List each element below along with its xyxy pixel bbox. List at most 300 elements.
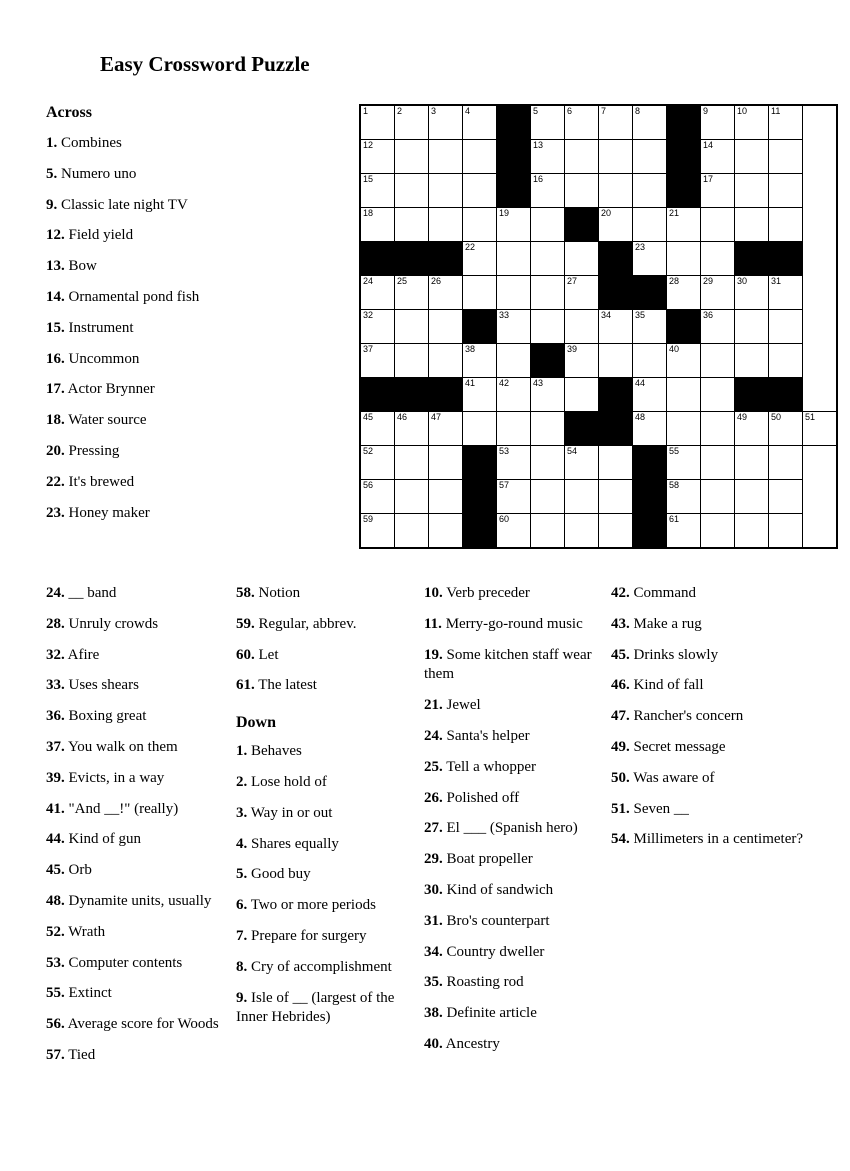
clue-number: 5. [236, 866, 248, 883]
grid-cell[interactable] [599, 480, 633, 514]
clue-text: Jewel [442, 697, 481, 714]
grid-cell[interactable] [429, 344, 463, 378]
grid-cell[interactable] [463, 174, 497, 208]
clue-text: Uses shears [64, 677, 139, 694]
grid-cell[interactable] [531, 174, 565, 208]
clue-item [236, 865, 416, 885]
grid-cell[interactable] [429, 174, 463, 208]
grid-cell[interactable] [497, 446, 531, 480]
grid-cell-number: 30 [737, 276, 748, 286]
grid-cell[interactable] [633, 105, 667, 140]
grid-cell[interactable] [360, 310, 395, 344]
grid-cell[interactable] [463, 276, 497, 310]
clue-text: Computer contents [64, 954, 183, 971]
clue-text: Definite article [442, 1005, 537, 1022]
clue-number: 31. [424, 912, 443, 929]
clue-text: Orb [64, 862, 92, 879]
grid-cell[interactable] [395, 208, 429, 242]
grid-cell[interactable] [769, 310, 803, 344]
grid-cell[interactable] [360, 446, 395, 480]
clue-item [236, 773, 416, 793]
grid-cell[interactable] [701, 412, 735, 446]
clue-number: 4. [236, 835, 248, 852]
grid-cell[interactable] [531, 276, 565, 310]
grid-cell[interactable] [599, 446, 633, 480]
clue-item [236, 584, 416, 604]
grid-cell[interactable] [531, 105, 565, 140]
clue-text: Instrument [64, 319, 134, 336]
crossword-grid[interactable] [359, 104, 838, 549]
clue-item [46, 923, 231, 943]
grid-cell[interactable] [599, 514, 633, 549]
grid-cell[interactable] [360, 480, 395, 514]
grid-cell-number: 5 [533, 106, 539, 116]
grid-cell[interactable] [701, 242, 735, 276]
grid-cell[interactable] [531, 208, 565, 242]
clue-item [611, 769, 811, 789]
grid-cell[interactable] [463, 208, 497, 242]
down-clue-list-3 [611, 584, 811, 850]
grid-cell-number: 7 [601, 106, 607, 116]
clue-text: Ornamental pond fish [64, 288, 200, 305]
grid-cell-number: 13 [533, 140, 544, 150]
clue-number: 1. [46, 135, 58, 151]
grid-cell-number: 58 [669, 480, 680, 490]
down-clue-list-1 [236, 742, 416, 1028]
grid-cell-number: 51 [805, 412, 816, 422]
grid-cell-number: 3 [431, 106, 437, 116]
grid-cell[interactable] [429, 514, 463, 549]
clue-item [424, 943, 609, 963]
clue-number: 57. [46, 1046, 65, 1063]
clue-text: Command [629, 585, 696, 601]
clue-number: 39. [46, 769, 65, 786]
clue-number: 6. [236, 897, 248, 914]
grid-cell[interactable] [769, 105, 803, 140]
grid-row [360, 446, 837, 480]
clue-number: 51. [611, 800, 630, 817]
grid-cell[interactable] [735, 344, 769, 378]
grid-cell[interactable] [599, 140, 633, 174]
grid-cell[interactable] [565, 344, 599, 378]
grid-cell[interactable] [769, 208, 803, 242]
grid-cell[interactable] [497, 412, 531, 446]
across-clue-column [46, 104, 336, 534]
grid-cell[interactable] [769, 412, 803, 446]
grid-cell[interactable] [769, 174, 803, 208]
crossword-grid-container[interactable] [359, 104, 838, 549]
grid-cell[interactable] [599, 174, 633, 208]
clue-number: 1. [236, 743, 248, 760]
clue-number: 41. [46, 800, 65, 817]
grid-cell-block [565, 412, 599, 446]
grid-cell[interactable] [395, 105, 429, 140]
grid-cell-number: 27 [567, 276, 578, 286]
clue-item [611, 615, 811, 635]
grid-cell[interactable] [531, 514, 565, 549]
clue-number: 7. [236, 927, 248, 944]
grid-cell[interactable] [565, 378, 599, 412]
grid-cell[interactable] [701, 310, 735, 344]
clue-item [611, 646, 811, 666]
clue-number: 21. [424, 697, 443, 714]
grid-cell[interactable] [395, 174, 429, 208]
page-title: Easy Crossword Puzzle [100, 52, 310, 76]
grid-cell[interactable] [735, 208, 769, 242]
clue-item [611, 830, 811, 850]
grid-cell-number: 29 [703, 276, 714, 286]
grid-cell-number: 44 [635, 378, 646, 388]
grid-cell[interactable] [599, 310, 633, 344]
clue-text: Make a rug [629, 615, 702, 632]
grid-cell[interactable] [497, 514, 531, 549]
grid-cell[interactable] [633, 140, 667, 174]
grid-cell[interactable] [463, 344, 497, 378]
grid-cell[interactable] [463, 412, 497, 446]
clue-item [46, 165, 336, 185]
clue-text: Two or more periods [247, 897, 376, 914]
clue-text: Uncommon [64, 350, 140, 367]
grid-cell-number: 25 [397, 276, 408, 286]
clue-item [46, 676, 231, 696]
grid-cell[interactable] [701, 446, 735, 480]
grid-cell-block [497, 105, 531, 140]
grid-cell[interactable] [531, 242, 565, 276]
grid-cell-number: 31 [771, 276, 782, 286]
grid-cell-number: 40 [669, 344, 680, 354]
grid-cell-number: 59 [363, 514, 374, 524]
grid-cell[interactable] [360, 276, 395, 310]
grid-cell[interactable] [395, 446, 429, 480]
grid-cell[interactable] [360, 105, 395, 140]
grid-cell[interactable] [429, 276, 463, 310]
clue-item [46, 830, 231, 850]
clue-text: Wrath [64, 923, 106, 940]
grid-cell[interactable] [735, 514, 769, 549]
clue-item [46, 257, 336, 277]
grid-cell-block [497, 174, 531, 208]
grid-cell-number: 9 [703, 106, 709, 116]
grid-cell[interactable] [395, 140, 429, 174]
grid-cell[interactable] [667, 446, 701, 480]
grid-cell-block [429, 378, 463, 412]
clue-text: It's brewed [64, 473, 135, 490]
clue-text: Isle of __ (largest of the Inner Hebrides) [236, 989, 395, 1026]
clue-text: Bow [64, 258, 97, 275]
clue-text: Afire [64, 646, 100, 663]
grid-cell-number: 22 [465, 242, 476, 252]
clue-text: Some kitchen staff wear them [424, 646, 592, 683]
grid-cell[interactable] [769, 344, 803, 378]
clue-text: Numero uno [57, 165, 137, 182]
grid-cell-number: 1 [363, 106, 369, 116]
grid-cell[interactable] [735, 105, 769, 140]
grid-cell[interactable] [701, 344, 735, 378]
grid-cell-block [667, 140, 701, 174]
grid-cell[interactable] [531, 140, 565, 174]
clue-number: 54. [611, 831, 630, 848]
clue-text: Country dweller [442, 943, 545, 960]
grid-cell-block [667, 105, 701, 140]
grid-cell[interactable] [565, 242, 599, 276]
grid-cell[interactable] [599, 105, 633, 140]
grid-cell[interactable] [463, 105, 497, 140]
grid-cell[interactable] [360, 514, 395, 549]
grid-cell[interactable] [497, 208, 531, 242]
grid-cell[interactable] [667, 344, 701, 378]
grid-cell[interactable] [565, 310, 599, 344]
grid-cell[interactable] [429, 208, 463, 242]
grid-row [360, 378, 837, 412]
grid-cell[interactable] [497, 378, 531, 412]
grid-cell[interactable] [735, 412, 769, 446]
grid-cell[interactable] [667, 514, 701, 549]
grid-cell[interactable] [633, 242, 667, 276]
clue-number: 24. [424, 727, 443, 744]
clue-item [236, 835, 416, 855]
grid-cell[interactable] [735, 310, 769, 344]
clue-text: Cry of accomplishment [247, 958, 392, 975]
grid-cell[interactable] [497, 242, 531, 276]
clue-item [424, 973, 609, 993]
grid-cell[interactable] [395, 514, 429, 549]
grid-cell[interactable] [667, 242, 701, 276]
clue-number: 2. [236, 773, 248, 790]
grid-cell[interactable] [735, 174, 769, 208]
grid-cell[interactable] [633, 174, 667, 208]
grid-cell[interactable] [769, 480, 803, 514]
grid-cell-number: 32 [363, 310, 374, 320]
clue-item [46, 504, 336, 524]
clue-text: The latest [254, 677, 317, 694]
grid-cell[interactable] [667, 208, 701, 242]
clue-number: 55. [46, 985, 65, 1002]
grid-cell-number: 15 [363, 174, 374, 184]
grid-cell[interactable] [701, 105, 735, 140]
grid-cell[interactable] [633, 208, 667, 242]
grid-cell[interactable] [429, 446, 463, 480]
grid-cell[interactable] [497, 310, 531, 344]
clue-number: 14. [46, 288, 65, 305]
clue-number: 49. [611, 738, 630, 755]
grid-cell[interactable] [735, 446, 769, 480]
grid-cell[interactable] [701, 140, 735, 174]
grid-cell[interactable] [769, 514, 803, 549]
clue-item [46, 707, 231, 727]
grid-cell[interactable] [463, 242, 497, 276]
grid-cell[interactable] [701, 276, 735, 310]
grid-row [360, 105, 837, 140]
clue-number: 12. [46, 227, 65, 244]
clue-number: 30. [424, 881, 443, 898]
clue-text: Shares equally [247, 835, 339, 852]
grid-cell[interactable] [599, 208, 633, 242]
grid-cell[interactable] [463, 378, 497, 412]
grid-cell[interactable] [735, 140, 769, 174]
clue-number: 10. [424, 585, 443, 601]
clue-text: Verb preceder [442, 585, 530, 601]
grid-cell[interactable] [565, 480, 599, 514]
grid-cell[interactable] [565, 174, 599, 208]
grid-cell[interactable] [531, 378, 565, 412]
clue-item [46, 411, 336, 431]
grid-cell-number: 8 [635, 106, 641, 116]
grid-cell-number: 57 [499, 480, 510, 490]
grid-cell[interactable] [395, 310, 429, 344]
grid-cell[interactable] [429, 105, 463, 140]
grid-row [360, 344, 837, 378]
clue-text: Kind of fall [629, 677, 704, 694]
grid-cell[interactable] [701, 480, 735, 514]
grid-cell-block [735, 242, 769, 276]
clue-number: 29. [424, 851, 443, 868]
grid-cell-block [531, 344, 565, 378]
grid-cell-number: 18 [363, 208, 374, 218]
clue-text: Actor Brynner [64, 381, 155, 398]
grid-cell[interactable] [565, 140, 599, 174]
grid-cell[interactable] [735, 480, 769, 514]
grid-cell-block [769, 378, 803, 412]
clue-number: 52. [46, 923, 65, 940]
grid-cell[interactable] [395, 276, 429, 310]
grid-cell[interactable] [429, 310, 463, 344]
clue-item [46, 584, 231, 604]
clue-item [236, 958, 416, 978]
clue-text: Drinks slowly [629, 646, 719, 663]
grid-cell[interactable] [633, 344, 667, 378]
grid-cell-block [735, 378, 769, 412]
clue-text: Field yield [64, 227, 134, 244]
clue-column-1 [46, 584, 231, 1077]
clue-item [46, 954, 231, 974]
grid-cell-number: 39 [567, 344, 578, 354]
grid-cell[interactable] [429, 140, 463, 174]
grid-cell[interactable] [803, 412, 838, 446]
grid-cell-block [667, 174, 701, 208]
clue-item [611, 738, 811, 758]
grid-cell[interactable] [360, 208, 395, 242]
clue-number: 32. [46, 646, 65, 663]
clue-item [46, 646, 231, 666]
grid-cell[interactable] [497, 276, 531, 310]
grid-cell-number: 36 [703, 310, 714, 320]
grid-row [360, 242, 837, 276]
grid-cell[interactable] [395, 480, 429, 514]
grid-cell-number: 21 [669, 208, 680, 218]
grid-cell-block [565, 208, 599, 242]
grid-cell[interactable] [769, 446, 803, 480]
grid-cell[interactable] [769, 140, 803, 174]
clue-item [424, 646, 609, 686]
clue-item [236, 646, 416, 666]
grid-cell-block [599, 412, 633, 446]
grid-cell[interactable] [395, 412, 429, 446]
grid-cell[interactable] [667, 378, 701, 412]
grid-cell-number: 17 [703, 174, 714, 184]
clue-number: 58. [236, 585, 255, 601]
grid-row [360, 174, 837, 208]
grid-cell[interactable] [667, 412, 701, 446]
grid-cell[interactable] [633, 378, 667, 412]
clue-item [424, 615, 609, 635]
clue-item [46, 861, 231, 881]
grid-cell[interactable] [667, 276, 701, 310]
grid-cell-number: 55 [669, 446, 680, 456]
grid-cell[interactable] [360, 174, 395, 208]
clue-item [424, 819, 609, 839]
clue-item [611, 584, 811, 604]
grid-cell[interactable] [531, 310, 565, 344]
grid-cell[interactable] [769, 276, 803, 310]
grid-cell[interactable] [701, 208, 735, 242]
grid-cell[interactable] [429, 480, 463, 514]
grid-cell-block [395, 242, 429, 276]
grid-cell-block [599, 378, 633, 412]
clue-item [424, 1035, 609, 1055]
clue-text: Kind of gun [64, 831, 141, 848]
grid-cell-block [633, 446, 667, 480]
grid-cell-number: 34 [601, 310, 612, 320]
grid-cell[interactable] [735, 276, 769, 310]
grid-cell[interactable] [633, 310, 667, 344]
grid-cell[interactable] [497, 344, 531, 378]
grid-row [360, 412, 837, 446]
grid-cell[interactable] [360, 344, 395, 378]
clue-number: 60. [236, 646, 255, 663]
grid-cell[interactable] [463, 140, 497, 174]
grid-cell[interactable] [531, 480, 565, 514]
grid-cell-number: 20 [601, 208, 612, 218]
grid-cell[interactable] [429, 412, 463, 446]
grid-cell-number: 4 [465, 106, 471, 116]
grid-cell-number: 50 [771, 412, 782, 422]
grid-cell[interactable] [565, 276, 599, 310]
grid-cell[interactable] [531, 412, 565, 446]
grid-cell-number: 47 [431, 412, 442, 422]
grid-cell[interactable] [565, 514, 599, 549]
clue-item [424, 850, 609, 870]
clue-text: Evicts, in a way [64, 769, 165, 786]
grid-cell[interactable] [633, 412, 667, 446]
grid-cell[interactable] [360, 412, 395, 446]
clue-item [424, 584, 609, 604]
clue-item [46, 984, 231, 1004]
clue-number: 56. [46, 1016, 65, 1033]
grid-cell[interactable] [565, 105, 599, 140]
grid-cell[interactable] [701, 378, 735, 412]
grid-cell-number: 49 [737, 412, 748, 422]
grid-cell[interactable] [565, 446, 599, 480]
grid-row [360, 310, 837, 344]
clue-number: 23. [46, 504, 65, 521]
grid-cell[interactable] [497, 480, 531, 514]
grid-cell[interactable] [667, 480, 701, 514]
clue-number: 46. [611, 677, 630, 694]
clue-number: 18. [46, 412, 65, 429]
grid-cell[interactable] [395, 344, 429, 378]
grid-cell[interactable] [701, 174, 735, 208]
clue-number: 22. [46, 473, 65, 490]
clue-number: 27. [424, 820, 443, 837]
grid-cell[interactable] [360, 140, 395, 174]
clue-number: 16. [46, 350, 65, 367]
grid-cell[interactable] [599, 344, 633, 378]
grid-cell-number: 37 [363, 344, 374, 354]
clue-number: 47. [611, 708, 630, 725]
grid-cell[interactable] [701, 514, 735, 549]
grid-cell[interactable] [531, 446, 565, 480]
clue-text: Regular, abbrev. [254, 615, 357, 632]
